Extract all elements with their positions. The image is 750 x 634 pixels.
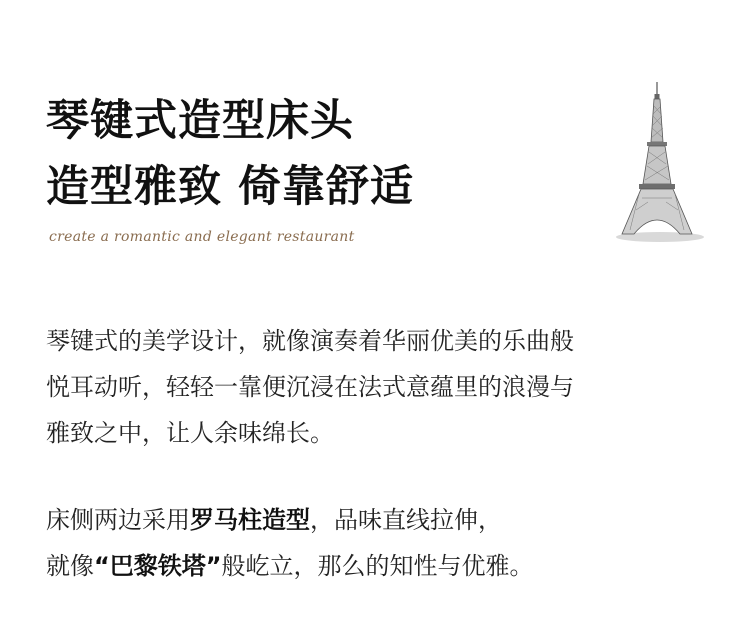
paragraph2-line2-bold: “巴黎铁塔” — [94, 552, 222, 580]
paragraph2-line2-post: 般屹立，那么的知性与优雅。 — [221, 552, 534, 580]
paragraph2-line1-pre: 床侧两边采用 — [46, 506, 190, 534]
headline-line-2: 造型雅致 倚靠舒适 — [46, 162, 414, 212]
headline — [46, 88, 414, 220]
headline-line-1: 琴键式造型床头 — [46, 96, 354, 146]
paragraph-design-description — [46, 318, 574, 456]
eiffel-tower-icon — [612, 80, 708, 244]
paragraph1-line-3: 雅致之中，让人余味绵长。 — [46, 419, 334, 447]
paragraph2-line1-post: ，品味直线拉伸， — [310, 506, 502, 534]
paragraph2-line-1 — [46, 497, 534, 543]
paragraph1-line-2: 悦耳动听，轻轻一靠便沉浸在法式意蕴里的浪漫与 — [46, 373, 574, 401]
paragraph-column-description — [46, 497, 534, 589]
paragraph2-line1-bold: 罗马柱造型 — [190, 506, 310, 534]
paragraph2-line-2 — [46, 543, 534, 589]
paragraph2-line2-pre: 就像 — [46, 552, 94, 580]
subtitle: create a romantic and elegant restaurant — [49, 229, 355, 245]
paragraph1-line-1: 琴键式的美学设计，就像演奏着华丽优美的乐曲般 — [46, 327, 574, 355]
